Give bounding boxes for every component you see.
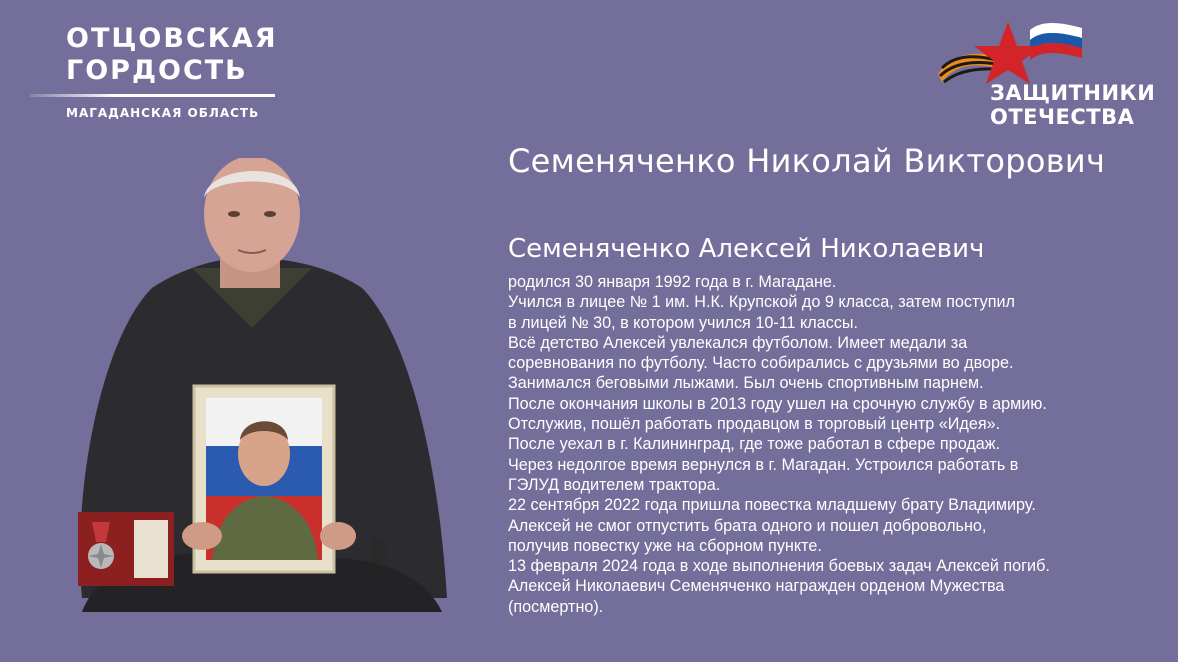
bio-line: Через недолгое время вернулся в г. Магадан. Устроился работать в [508, 455, 1019, 474]
bio-line: Учился в лицее № 1 им. Н.К. Крупской до 9 класса, затем поступил [508, 293, 1015, 312]
logo-title-line1: ОТЦОВСКАЯ [66, 23, 278, 54]
frame-bottom-edge [0, 662, 1184, 666]
bio-line: в лицей № 30, в котором учился 10-11 классы. [508, 313, 859, 332]
bio-line: Занимался беговыми лыжами. Был очень спортивным парнем. [508, 374, 984, 393]
otcovskaya-gordost-logo [30, 24, 290, 124]
frame-right-edge [1178, 0, 1184, 666]
father-name-heading: Семеняченко Николай Викторович [508, 142, 1106, 180]
bio-line: родился 30 января 1992 года в г. Магадане. [508, 273, 837, 291]
logo-region: МАГАДАНСКАЯ ОБЛАСТЬ [66, 106, 260, 120]
son-name-heading: Семеняченко Алексей Николаевич [508, 234, 985, 264]
bio-line: Алексей Николаевич Семеняченко награжден орденом Мужества [508, 577, 1005, 596]
bio-line: ГЭЛУД водителем трактора. [508, 475, 721, 494]
bio-line: 22 сентября 2022 года пришла повестка младшему брату Владимиру. [508, 496, 1036, 515]
bio-line: После окончания школы в 2013 году ушел на срочную службу в армию. [508, 394, 1047, 413]
father-with-portrait-photo [42, 158, 462, 612]
bio-line: Всё детство Алексей увлекался футболом. Имеет медали за [508, 333, 968, 352]
logo-underline [30, 94, 275, 97]
bio-line: 13 февраля 2024 года в ходе выполнения боевых задач Алексей погиб. [508, 557, 1050, 576]
bio-line: Алексей не смог отпустить брата одного и пошел добровольно, [508, 516, 987, 535]
bio-line: соревнования по футболу. Часто собирались с друзьями во дворе. [508, 354, 1014, 373]
zashchitniki-otechestva-logo [930, 16, 1170, 136]
bio-line: получив повестку уже на сборном пункте. [508, 536, 822, 555]
logo-right-line1: ЗАЩИТНИКИ [990, 81, 1156, 105]
bio-line: (посмертно). [508, 597, 604, 616]
star-ribbon-flag-icon [930, 16, 1090, 86]
bio-line: Отслужив, пошёл работать продавцом в торговый центр «Идея». [508, 415, 1001, 434]
logo-title-line2: ГОРДОСТЬ [66, 55, 248, 86]
logo-right-line2: ОТЕЧЕСТВА [990, 105, 1135, 129]
bio-line: После уехал в г. Калининград, где тоже работал в сфере продаж. [508, 435, 1001, 454]
biography-text [508, 272, 1168, 617]
